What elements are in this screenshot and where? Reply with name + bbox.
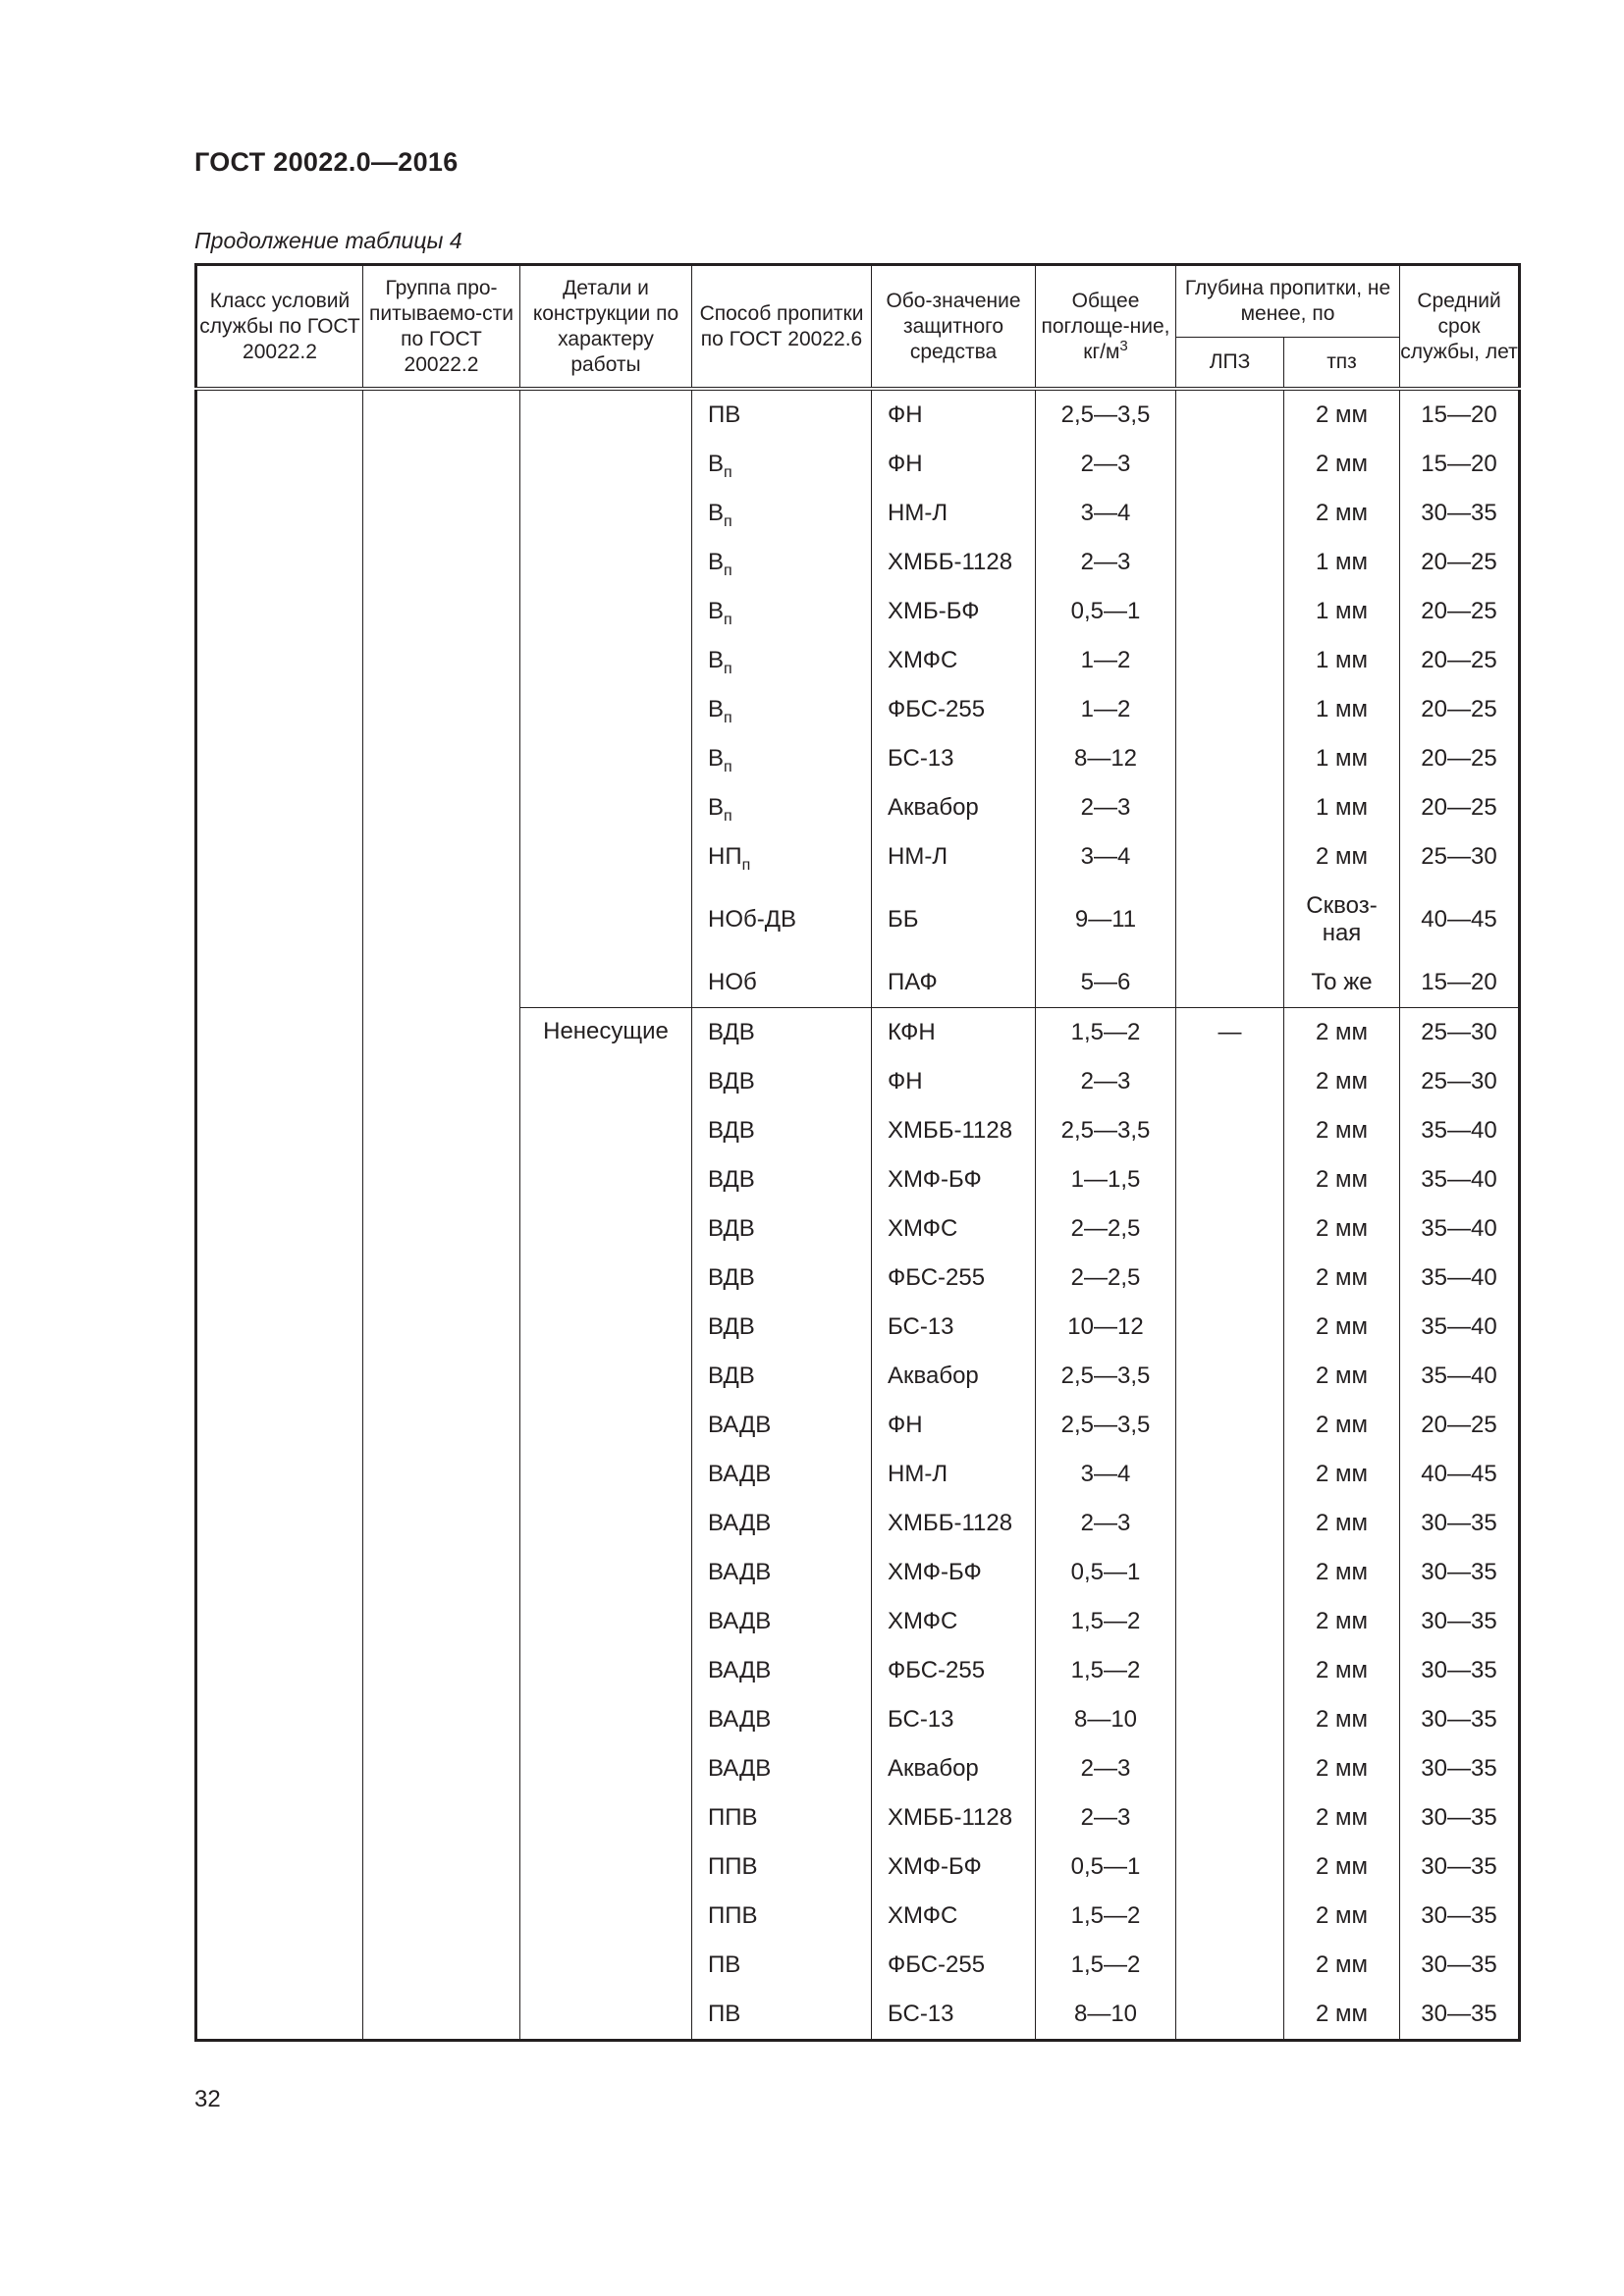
cell-agent: ФН	[872, 1401, 1036, 1450]
cell-lpz	[1176, 489, 1284, 538]
cell-method	[692, 440, 872, 489]
cell-agent: ПАФ	[872, 958, 1036, 1008]
cell-absorption: 1,5—2	[1036, 1597, 1176, 1646]
cell-tpz: 2 мм	[1284, 1892, 1400, 1941]
cell-absorption: 8—10	[1036, 1695, 1176, 1744]
header-total-absorption	[1036, 265, 1176, 390]
cell-service-life: 40—45	[1400, 1450, 1520, 1499]
cell-agent: ХМББ-1128	[872, 1793, 1036, 1842]
method-text: ППВ	[708, 1902, 758, 1929]
cell-lpz	[1176, 685, 1284, 734]
cell-lpz	[1176, 1892, 1284, 1941]
cell-method	[692, 1204, 872, 1254]
cell-lpz	[1176, 587, 1284, 636]
method-subscript: п	[724, 562, 732, 579]
cell-lpz	[1176, 734, 1284, 783]
method-subscript: п	[724, 759, 732, 775]
cell-absorption: 2,5—3,5	[1036, 1352, 1176, 1401]
cell-method	[692, 1695, 872, 1744]
method-text: ВАДВ	[708, 1510, 772, 1536]
cell-lpz	[1176, 1401, 1284, 1450]
method-subscript: п	[724, 612, 732, 628]
impregnation-table	[194, 263, 1521, 2042]
cell-agent: ХМБ-БФ	[872, 587, 1036, 636]
cell-agent: ХМФ-БФ	[872, 1155, 1036, 1204]
cell-absorption: 8—10	[1036, 1990, 1176, 2041]
cell-lpz	[1176, 1155, 1284, 1204]
cell-lpz	[1176, 1646, 1284, 1695]
cell-service-class	[196, 389, 363, 2041]
cell-service-life: 35—40	[1400, 1303, 1520, 1352]
cell-absorption: 2—3	[1036, 440, 1176, 489]
method-text: ВАДВ	[708, 1657, 772, 1683]
cell-agent: ФБС-255	[872, 685, 1036, 734]
cell-agent: ФН	[872, 440, 1036, 489]
cell-service-life: 20—25	[1400, 1401, 1520, 1450]
cell-absorption: 1,5—2	[1036, 1941, 1176, 1990]
cell-lpz	[1176, 1254, 1284, 1303]
cell-method	[692, 1450, 872, 1499]
cell-agent: ХМФС	[872, 1204, 1036, 1254]
header-tpz: тпз	[1284, 338, 1400, 390]
method-text: ПВ	[708, 1951, 741, 1978]
cell-agent: Аквабор	[872, 1352, 1036, 1401]
cell-tpz: 2 мм	[1284, 440, 1400, 489]
cell-agent: Аквабор	[872, 1744, 1036, 1793]
cell-absorption: 3—4	[1036, 489, 1176, 538]
cell-lpz	[1176, 1548, 1284, 1597]
cell-tpz: 2 мм	[1284, 1204, 1400, 1254]
cell-tpz: Сквоз-ная	[1284, 881, 1400, 958]
cell-tpz: 2 мм	[1284, 1548, 1400, 1597]
cell-agent: НМ-Л	[872, 1450, 1036, 1499]
method-text: ВДВ	[708, 1166, 755, 1193]
table-header	[196, 265, 1520, 390]
cell-tpz: 2 мм	[1284, 1155, 1400, 1204]
header-impregnability-group: Группа про-питываемо-сти по ГОСТ 20022.2	[363, 265, 520, 390]
cell-tpz: 2 мм	[1284, 1352, 1400, 1401]
document-title: ГОСТ 20022.0—2016	[194, 147, 459, 177]
method-subscript: п	[724, 464, 732, 481]
method-subscript: п	[724, 710, 732, 726]
cell-method	[692, 389, 872, 440]
cell-tpz: 2 мм	[1284, 1008, 1400, 1058]
cell-tpz: 1 мм	[1284, 783, 1400, 832]
cell-service-life: 30—35	[1400, 1793, 1520, 1842]
cell-agent: БС-13	[872, 1695, 1036, 1744]
cell-absorption: 1,5—2	[1036, 1646, 1176, 1695]
cell-method	[692, 1892, 872, 1941]
cell-service-life: 30—35	[1400, 1892, 1520, 1941]
cell-method	[692, 1793, 872, 1842]
cell-absorption: 0,5—1	[1036, 1548, 1176, 1597]
cell-absorption: 1,5—2	[1036, 1892, 1176, 1941]
cell-service-life: 30—35	[1400, 1941, 1520, 1990]
cell-method	[692, 881, 872, 958]
cell-absorption: 2—3	[1036, 1057, 1176, 1106]
cell-lpz	[1176, 958, 1284, 1008]
method-text: ВДВ	[708, 1117, 755, 1144]
cell-lpz	[1176, 881, 1284, 958]
cell-method	[692, 636, 872, 685]
cell-absorption: 2,5—3,5	[1036, 1106, 1176, 1155]
cell-agent: ББ	[872, 881, 1036, 958]
cell-method	[692, 734, 872, 783]
method-subscript: п	[741, 857, 751, 874]
method-text: В	[708, 500, 725, 526]
cell-service-life: 15—20	[1400, 958, 1520, 1008]
cell-absorption: 2—3	[1036, 1793, 1176, 1842]
cell-agent: ХМФС	[872, 636, 1036, 685]
method-text: ППВ	[708, 1804, 758, 1831]
method-text: ППВ	[708, 1853, 758, 1880]
method-subscript: п	[724, 513, 732, 530]
cell-method	[692, 1499, 872, 1548]
cell-absorption: 2—2,5	[1036, 1254, 1176, 1303]
cell-agent: ФБС-255	[872, 1646, 1036, 1695]
cell-lpz	[1176, 1450, 1284, 1499]
cell-absorption: 2,5—3,5	[1036, 1401, 1176, 1450]
cell-absorption: 0,5—1	[1036, 587, 1176, 636]
header-lpz: ЛПЗ	[1176, 338, 1284, 390]
header-parts-structures: Детали и конструкции по характеру работы	[520, 265, 692, 390]
cell-service-life: 40—45	[1400, 881, 1520, 958]
cell-service-life: 20—25	[1400, 636, 1520, 685]
cell-lpz: —	[1176, 1008, 1284, 1058]
cell-method	[692, 489, 872, 538]
cell-method	[692, 783, 872, 832]
cell-absorption: 2—2,5	[1036, 1204, 1176, 1254]
cell-service-life: 35—40	[1400, 1352, 1520, 1401]
cell-service-life: 30—35	[1400, 1744, 1520, 1793]
cell-method	[692, 958, 872, 1008]
method-text: ВДВ	[708, 1215, 755, 1242]
cell-parts-nonbearing: Ненесущие	[520, 1008, 692, 2041]
method-text: ВАДВ	[708, 1559, 772, 1585]
cell-absorption: 9—11	[1036, 881, 1176, 958]
method-text: ВАДВ	[708, 1706, 772, 1733]
cell-tpz: 2 мм	[1284, 1744, 1400, 1793]
cell-service-life: 25—30	[1400, 832, 1520, 881]
header-depth-group: Глубина пропитки, не менее, по	[1176, 265, 1400, 338]
cell-method	[692, 1303, 872, 1352]
cell-service-life: 35—40	[1400, 1106, 1520, 1155]
method-text: ПВ	[708, 401, 741, 428]
cell-lpz	[1176, 783, 1284, 832]
method-text: НОб-ДВ	[708, 906, 796, 933]
cell-service-life: 20—25	[1400, 783, 1520, 832]
header-absorption-exponent: 3	[1119, 337, 1128, 354]
cell-tpz: 1 мм	[1284, 685, 1400, 734]
cell-method	[692, 1352, 872, 1401]
cell-service-life: 35—40	[1400, 1204, 1520, 1254]
cell-tpz: 1 мм	[1284, 734, 1400, 783]
cell-service-life: 15—20	[1400, 389, 1520, 440]
cell-agent: БС-13	[872, 734, 1036, 783]
cell-absorption: 8—12	[1036, 734, 1176, 783]
method-text: НОб	[708, 969, 757, 995]
cell-absorption: 2—3	[1036, 783, 1176, 832]
cell-agent: ХМББ-1128	[872, 1499, 1036, 1548]
method-text: В	[708, 696, 725, 722]
cell-tpz: 2 мм	[1284, 1990, 1400, 2041]
cell-agent: ФБС-255	[872, 1254, 1036, 1303]
header-agent-designation: Обо-значение защитного средства	[872, 265, 1036, 390]
cell-agent: ФН	[872, 389, 1036, 440]
cell-service-life: 25—30	[1400, 1008, 1520, 1058]
cell-agent: ХМФС	[872, 1597, 1036, 1646]
cell-agent: НМ-Л	[872, 832, 1036, 881]
method-text: В	[708, 794, 725, 821]
cell-agent: НМ-Л	[872, 489, 1036, 538]
cell-service-life: 30—35	[1400, 1990, 1520, 2041]
cell-absorption: 3—4	[1036, 832, 1176, 881]
cell-method	[692, 1401, 872, 1450]
header-impregnation-method: Способ пропитки по ГОСТ 20022.6	[692, 265, 872, 390]
cell-tpz: 1 мм	[1284, 587, 1400, 636]
method-text: ВАДВ	[708, 1461, 772, 1487]
cell-tpz: 1 мм	[1284, 636, 1400, 685]
cell-service-life: 20—25	[1400, 734, 1520, 783]
header-service-class: Класс условий службы по ГОСТ 20022.2	[196, 265, 363, 390]
cell-lpz	[1176, 1793, 1284, 1842]
cell-lpz	[1176, 1057, 1284, 1106]
cell-lpz	[1176, 1204, 1284, 1254]
cell-lpz	[1176, 1499, 1284, 1548]
cell-method	[692, 1254, 872, 1303]
cell-method	[692, 1548, 872, 1597]
cell-agent: ФБС-255	[872, 1941, 1036, 1990]
cell-tpz: 2 мм	[1284, 1646, 1400, 1695]
cell-service-life: 30—35	[1400, 1842, 1520, 1892]
method-text: В	[708, 647, 725, 673]
header-service-life: Средний срок службы, лет	[1400, 265, 1520, 390]
cell-lpz	[1176, 1597, 1284, 1646]
cell-lpz	[1176, 1842, 1284, 1892]
cell-lpz	[1176, 389, 1284, 440]
cell-tpz: 2 мм	[1284, 1057, 1400, 1106]
cell-tpz: 2 мм	[1284, 1499, 1400, 1548]
cell-service-life: 20—25	[1400, 587, 1520, 636]
cell-tpz: 2 мм	[1284, 1303, 1400, 1352]
cell-absorption: 2—3	[1036, 1499, 1176, 1548]
cell-lpz	[1176, 636, 1284, 685]
method-text: В	[708, 451, 725, 477]
cell-tpz: 2 мм	[1284, 1597, 1400, 1646]
cell-absorption: 1—2	[1036, 685, 1176, 734]
cell-absorption: 2—3	[1036, 1744, 1176, 1793]
header-absorption-text: Общее поглоще-ние, кг/м	[1041, 289, 1170, 363]
cell-absorption: 3—4	[1036, 1450, 1176, 1499]
cell-absorption: 1—2	[1036, 636, 1176, 685]
method-text: НП	[708, 843, 742, 870]
cell-absorption: 10—12	[1036, 1303, 1176, 1352]
cell-lpz	[1176, 832, 1284, 881]
cell-absorption: 2—3	[1036, 538, 1176, 587]
cell-service-life: 30—35	[1400, 1597, 1520, 1646]
cell-lpz	[1176, 1695, 1284, 1744]
cell-agent: БС-13	[872, 1303, 1036, 1352]
cell-agent: ХМФ-БФ	[872, 1842, 1036, 1892]
cell-agent: ФН	[872, 1057, 1036, 1106]
cell-agent: Аквабор	[872, 783, 1036, 832]
cell-service-life: 25—30	[1400, 1057, 1520, 1106]
cell-lpz	[1176, 538, 1284, 587]
cell-method	[692, 1155, 872, 1204]
method-text: В	[708, 598, 725, 624]
cell-absorption: 2,5—3,5	[1036, 389, 1176, 440]
cell-agent: ХМББ-1128	[872, 538, 1036, 587]
method-subscript: п	[724, 808, 732, 825]
cell-tpz: 2 мм	[1284, 1842, 1400, 1892]
cell-tpz: 2 мм	[1284, 389, 1400, 440]
cell-service-life: 35—40	[1400, 1155, 1520, 1204]
cell-tpz: 2 мм	[1284, 1793, 1400, 1842]
cell-method	[692, 1646, 872, 1695]
cell-agent: ХМББ-1128	[872, 1106, 1036, 1155]
table-body	[196, 389, 1520, 2041]
table-row	[196, 389, 1520, 440]
cell-lpz	[1176, 1303, 1284, 1352]
cell-tpz: 2 мм	[1284, 1106, 1400, 1155]
cell-tpz: 2 мм	[1284, 1450, 1400, 1499]
cell-method	[692, 1842, 872, 1892]
cell-method	[692, 685, 872, 734]
method-text: ПВ	[708, 2001, 741, 2027]
method-subscript: п	[724, 661, 732, 677]
cell-method	[692, 1008, 872, 1058]
cell-absorption: 1,5—2	[1036, 1008, 1176, 1058]
cell-absorption: 1—1,5	[1036, 1155, 1176, 1204]
cell-method	[692, 1941, 872, 1990]
cell-tpz: 2 мм	[1284, 1254, 1400, 1303]
method-text: ВДВ	[708, 1019, 755, 1045]
method-text: ВАДВ	[708, 1412, 772, 1438]
cell-agent: КФН	[872, 1008, 1036, 1058]
cell-lpz	[1176, 1941, 1284, 1990]
table-caption: Продолжение таблицы 4	[194, 228, 462, 253]
cell-service-life: 30—35	[1400, 489, 1520, 538]
cell-method	[692, 1057, 872, 1106]
cell-method	[692, 1597, 872, 1646]
cell-service-life: 20—25	[1400, 685, 1520, 734]
cell-absorption: 5—6	[1036, 958, 1176, 1008]
method-text: ВДВ	[708, 1362, 755, 1389]
method-text: ВДВ	[708, 1068, 755, 1095]
cell-method	[692, 1744, 872, 1793]
cell-parts-group-1	[520, 389, 692, 1008]
cell-method	[692, 538, 872, 587]
cell-tpz: То же	[1284, 958, 1400, 1008]
cell-method	[692, 832, 872, 881]
cell-tpz: 2 мм	[1284, 489, 1400, 538]
method-text: В	[708, 549, 725, 575]
cell-lpz	[1176, 1744, 1284, 1793]
cell-method	[692, 1106, 872, 1155]
cell-agent: БС-13	[872, 1990, 1036, 2041]
cell-service-life: 30—35	[1400, 1695, 1520, 1744]
cell-lpz	[1176, 1106, 1284, 1155]
cell-service-life: 30—35	[1400, 1646, 1520, 1695]
cell-lpz	[1176, 1990, 1284, 2041]
cell-service-life: 20—25	[1400, 538, 1520, 587]
method-text: ВДВ	[708, 1264, 755, 1291]
cell-agent: ХМФС	[872, 1892, 1036, 1941]
cell-impregnability-group	[363, 389, 520, 2041]
cell-tpz: 2 мм	[1284, 1695, 1400, 1744]
cell-service-life: 35—40	[1400, 1254, 1520, 1303]
cell-tpz: 2 мм	[1284, 1401, 1400, 1450]
cell-method	[692, 587, 872, 636]
cell-lpz	[1176, 440, 1284, 489]
method-text: ВДВ	[708, 1313, 755, 1340]
cell-service-life: 30—35	[1400, 1548, 1520, 1597]
method-text: ВАДВ	[708, 1608, 772, 1634]
page-number: 32	[194, 2086, 221, 2112]
cell-lpz	[1176, 1352, 1284, 1401]
cell-absorption: 0,5—1	[1036, 1842, 1176, 1892]
cell-tpz: 1 мм	[1284, 538, 1400, 587]
cell-method	[692, 1990, 872, 2041]
cell-tpz: 2 мм	[1284, 1941, 1400, 1990]
method-text: ВАДВ	[708, 1755, 772, 1782]
cell-agent: ХМФ-БФ	[872, 1548, 1036, 1597]
cell-service-life: 15—20	[1400, 440, 1520, 489]
method-text: В	[708, 745, 725, 772]
cell-tpz: 2 мм	[1284, 832, 1400, 881]
cell-service-life: 30—35	[1400, 1499, 1520, 1548]
